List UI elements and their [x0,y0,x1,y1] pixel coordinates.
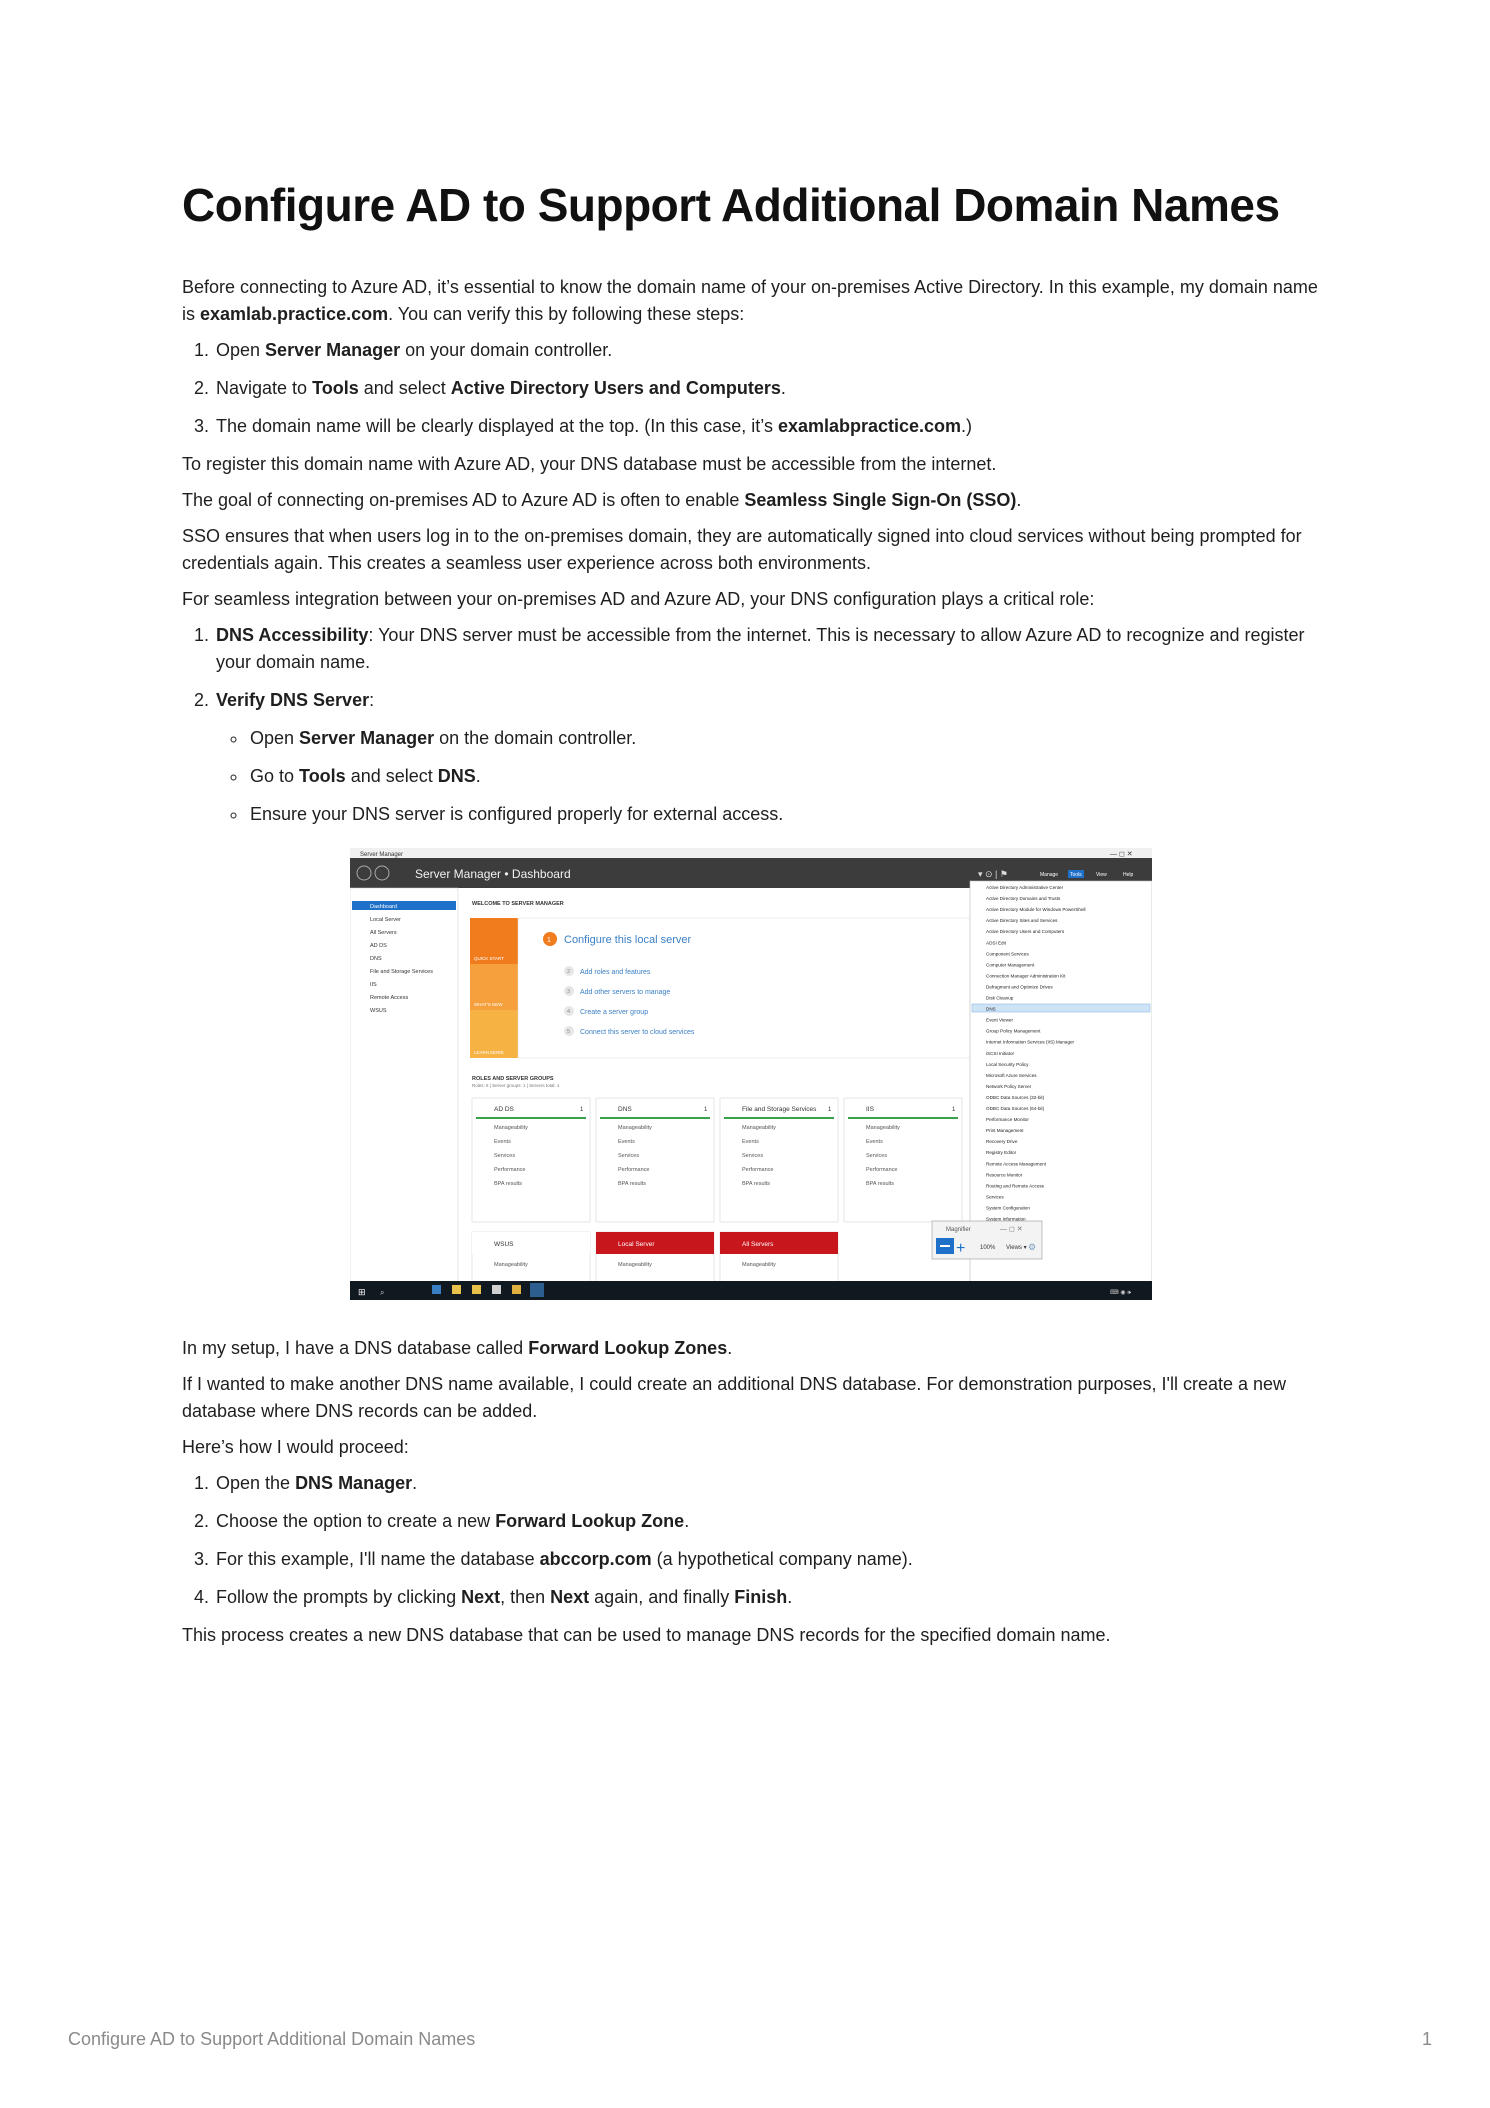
list-item: 1. Open Server Manager on your domain controller. [214,337,1332,364]
paragraph: This process creates a new DNS database that can be used to manage DNS records for the specified domain name. [182,1625,1111,1645]
paragraph: In my setup, I have a DNS database called Forward Lookup Zones. [182,1338,733,1358]
list-item: 2. Choose the option to create a new Forward Lookup Zone. [214,1508,1332,1535]
menu-view[interactable]: View [1096,872,1107,878]
verify-domain-steps [182,337,1332,440]
welcome-heading: WELCOME TO SERVER MANAGER [472,901,564,907]
roles-summary: Roles: 6 | Server groups: 1 | Servers total: 1 [472,1083,560,1088]
role-card-row[interactable]: Manageability [618,1125,652,1131]
role-card-title[interactable]: IIS [866,1106,874,1113]
task-number: 2 [567,969,571,975]
role-card-row[interactable]: BPA results [866,1181,895,1187]
sidebar-item[interactable]: WSUS [370,1008,387,1014]
tools-menu-item[interactable]: Remote Access Management [986,1161,1047,1167]
paragraph: The goal of connecting on-premises AD to Azure AD is often to enable Seamless Single Sign-On (SSO). [182,490,1022,510]
configure-link[interactable]: Configure this local server [564,934,692,946]
role-card-row[interactable]: Performance [742,1167,774,1173]
tools-menu-item[interactable]: Active Directory Domains and Trusts [986,896,1061,902]
start-icon[interactable]: ⊞ [358,1287,366,1297]
svg-text:— ◻ ✕: — ◻ ✕ [1110,851,1133,858]
roles-heading: ROLES AND SERVER GROUPS [472,1076,554,1082]
tools-menu-item[interactable]: Active Directory Administrative Center [986,885,1064,890]
tile-whats-new[interactable]: WHAT'S NEW [474,1002,503,1007]
tools-menu-item[interactable]: Internet Information Services (IIS) Manager [986,1039,1075,1045]
role-card-row[interactable]: Services [618,1153,640,1159]
dns-config-list [182,622,1332,828]
tools-menu-item[interactable]: Microsoft Azure Services [986,1072,1037,1078]
tools-menu-item[interactable]: Local Security Policy [986,1061,1029,1067]
paragraph: SSO ensures that when users log in to the on-premises domain, they are automatically signed into cloud services without being prompted for credentials again. This creates a seamless user experience across both environments. [182,526,1302,573]
task-link[interactable]: Add other servers to manage [580,989,671,996]
sidebar-item[interactable]: Remote Access [370,995,409,1001]
list-item: 4. Follow the prompts by clicking Next, then Next again, and finally Finish. [214,1584,1332,1611]
search-icon[interactable]: ⌕ [380,1288,385,1297]
sidebar-item[interactable]: DNS [370,956,382,962]
svg-text:— ◻ ✕: — ◻ ✕ [1000,1226,1023,1233]
role-card-row[interactable]: Events [866,1139,883,1145]
role-card-count: 1 [828,1107,832,1113]
tools-menu-item[interactable]: Print Management [986,1128,1024,1134]
tools-menu-item[interactable]: Component Services [986,951,1029,957]
menu-tools[interactable]: Tools [1070,872,1082,878]
role-card-count: 1 [704,1107,708,1113]
tools-menu-item[interactable]: Active Directory Module for Windows PowerShell [986,907,1086,913]
list-item: 2. Verify DNS Server: ◦ Open Server Manager on the domain controller. ◦ Go to Tools and select DNS. ◦ Ensure your DNS server is configured properly for external access. [214,687,1332,828]
role-card-count: 1 [952,1107,956,1113]
role-card-title[interactable]: All Servers [742,1241,774,1248]
dns-verify-sublist [216,725,1332,828]
sidebar-item[interactable]: Local Server [370,917,401,923]
role-card-row[interactable]: Manageability [494,1125,528,1131]
paragraph: For seamless integration between your on-premises AD and Azure AD, your DNS configuration plays a critical role: [182,589,1095,609]
role-card-title[interactable]: AD DS [494,1106,514,1113]
tools-menu-item[interactable]: Event Viewer [986,1017,1013,1023]
sm-header-title: Server Manager • Dashboard [415,867,571,881]
tools-menu-item[interactable]: Active Directory Sites and Services [986,918,1058,924]
role-card-row[interactable]: Events [618,1139,635,1145]
tools-menu-item[interactable]: Defragment and Optimize Drives [986,984,1053,990]
zoom-in-button[interactable]: + [956,1240,966,1257]
tools-menu-item[interactable]: Connection Manager Administration Kit [986,973,1066,979]
role-card-row[interactable]: Services [494,1153,516,1159]
tools-menu-item[interactable]: ODBC Data Sources (32-bit) [986,1094,1045,1100]
list-item: 1. DNS Accessibility: Your DNS server must be accessible from the internet. This is necessary to allow Azure AD to recognize and register your domain name. [214,622,1332,676]
sidebar-item[interactable]: Dashboard [370,904,397,910]
role-card-row[interactable]: Manageability [494,1262,528,1268]
list-item: 3. The domain name will be clearly displayed at the top. (In this case, it’s examlabpractice.com.) [214,413,1332,440]
tools-menu-item[interactable]: ODBC Data Sources (64-bit) [986,1106,1045,1111]
role-card-row[interactable]: Manageability [618,1262,652,1268]
server-manager-screenshot [350,848,1152,1305]
role-card-row[interactable]: Performance [494,1167,526,1173]
tools-menu-item[interactable]: Performance Monitor [986,1117,1029,1123]
tile-learn-more[interactable]: LEARN MORE [474,1050,504,1055]
zoom-level: 100% [980,1245,996,1251]
role-card-row[interactable]: Events [494,1139,511,1145]
tools-menu-item[interactable]: iSCSI Initiator [986,1050,1015,1056]
role-card-row[interactable]: Performance [618,1167,650,1173]
tools-menu-item[interactable]: System Information [986,1216,1026,1222]
menu-help[interactable]: Help [1123,872,1134,878]
sidebar-item[interactable]: File and Storage Services [370,969,433,975]
role-cards-row2 [472,1232,838,1282]
list-item: 2. Navigate to Tools and select Active Directory Users and Computers. [214,375,1332,402]
document-body [182,178,1332,1658]
paragraph: To register this domain name with Azure AD, your DNS database must be accessible from the internet. [182,454,997,474]
role-card-row[interactable]: Services [742,1153,764,1159]
tile-quick-start[interactable]: QUICK START [474,956,504,961]
page-title: Configure AD to Support Additional Domain Names [182,179,1280,231]
list-item: ◦ Open Server Manager on the domain controller. [248,725,1332,752]
zone-steps [182,1470,1332,1611]
tools-menu-item[interactable]: Network Policy Server [986,1083,1032,1089]
paragraph: Here’s how I would proceed: [182,1437,409,1457]
task-number: 4 [567,1009,571,1015]
magnifier-title: Magnifier [946,1227,971,1233]
footer-title: Configure AD to Support Additional Domain Names [68,2029,476,2049]
tools-menu-item[interactable]: Disk Cleanup [986,995,1014,1001]
task-number: 3 [567,989,571,995]
tools-menu-item[interactable]: Active Directory Users and Computers [986,929,1065,935]
tools-menu-item[interactable]: DNS [986,1006,996,1012]
tools-menu-item[interactable]: Recovery Drive [986,1139,1018,1145]
list-item: 3. For this example, I'll name the database abccorp.com (a hypothetical company name). [214,1546,1332,1573]
window-title: Server Manager [360,852,404,858]
tools-menu-item[interactable]: Group Policy Management [986,1028,1041,1034]
tools-menu-item[interactable]: System Configuration [986,1205,1030,1211]
task-link[interactable]: Add roles and features [580,969,651,976]
tools-menu-item[interactable]: Resource Monitor [986,1172,1023,1178]
role-card-title[interactable]: DNS [618,1106,632,1113]
role-card-row[interactable]: Services [866,1153,888,1159]
svg-text:▾ ⊙ | ⚑: ▾ ⊙ | ⚑ [978,869,1008,879]
role-card-row[interactable]: Manageability [866,1125,900,1131]
role-card-title[interactable]: File and Storage Services [742,1106,817,1113]
role-card-row[interactable]: Manageability [742,1262,776,1268]
role-card-title[interactable]: WSUS [494,1241,514,1248]
sidebar-item[interactable]: All Servers [370,930,397,936]
tools-menu-item[interactable]: Services [986,1194,1004,1200]
role-card-row[interactable]: Manageability [742,1125,776,1131]
list-item: 1. Open the DNS Manager. [214,1470,1332,1497]
tools-menu-item[interactable]: Routing and Remote Access [986,1183,1044,1189]
tools-menu-item[interactable]: ADSI Edit [986,940,1006,946]
menu-manage[interactable]: Manage [1040,872,1059,878]
paragraph: If I wanted to make another DNS name available, I could create an additional DNS database. For demonstration purposes, I'll create a new database where DNS records can be added. [182,1374,1287,1421]
role-card-row[interactable]: BPA results [618,1181,647,1187]
intro-paragraph: Before connecting to Azure AD, it’s essential to know the domain name of your on-premises Active Directory. In this example, my domain name is examlab.practice.com. You can verify this by following these steps: [182,277,1318,324]
list-item: ◦ Go to Tools and select DNS. [248,763,1332,790]
role-card-row[interactable]: BPA results [742,1181,771,1187]
tools-menu-item[interactable]: Computer Management [986,962,1035,968]
task-link[interactable]: Connect this server to cloud services [580,1029,695,1036]
role-card-title[interactable]: Local Server [618,1241,655,1248]
task-number: 5 [567,1029,571,1035]
role-card-row[interactable]: BPA results [494,1181,523,1187]
sidebar-item[interactable]: AD DS [370,943,387,949]
role-card-row[interactable]: Events [742,1139,759,1145]
role-card-row[interactable]: Performance [866,1167,898,1173]
svg-text:1: 1 [547,937,551,944]
page-number: 1 [1421,2029,1432,2049]
sidebar-item[interactable]: IIS [370,982,377,988]
svg-text:⌨ ◉ 🕪: ⌨ ◉ 🕪 [1110,1290,1132,1296]
views-dropdown[interactable]: Views ▾ [1006,1245,1027,1251]
task-link[interactable]: Create a server group [580,1009,649,1016]
role-card-count: 1 [580,1107,584,1113]
tools-menu-item[interactable]: Registry Editor [986,1150,1017,1156]
gear-icon[interactable]: ⚙ [1028,1242,1037,1252]
list-item: ◦ Ensure your DNS server is configured properly for external access. [248,801,1332,828]
